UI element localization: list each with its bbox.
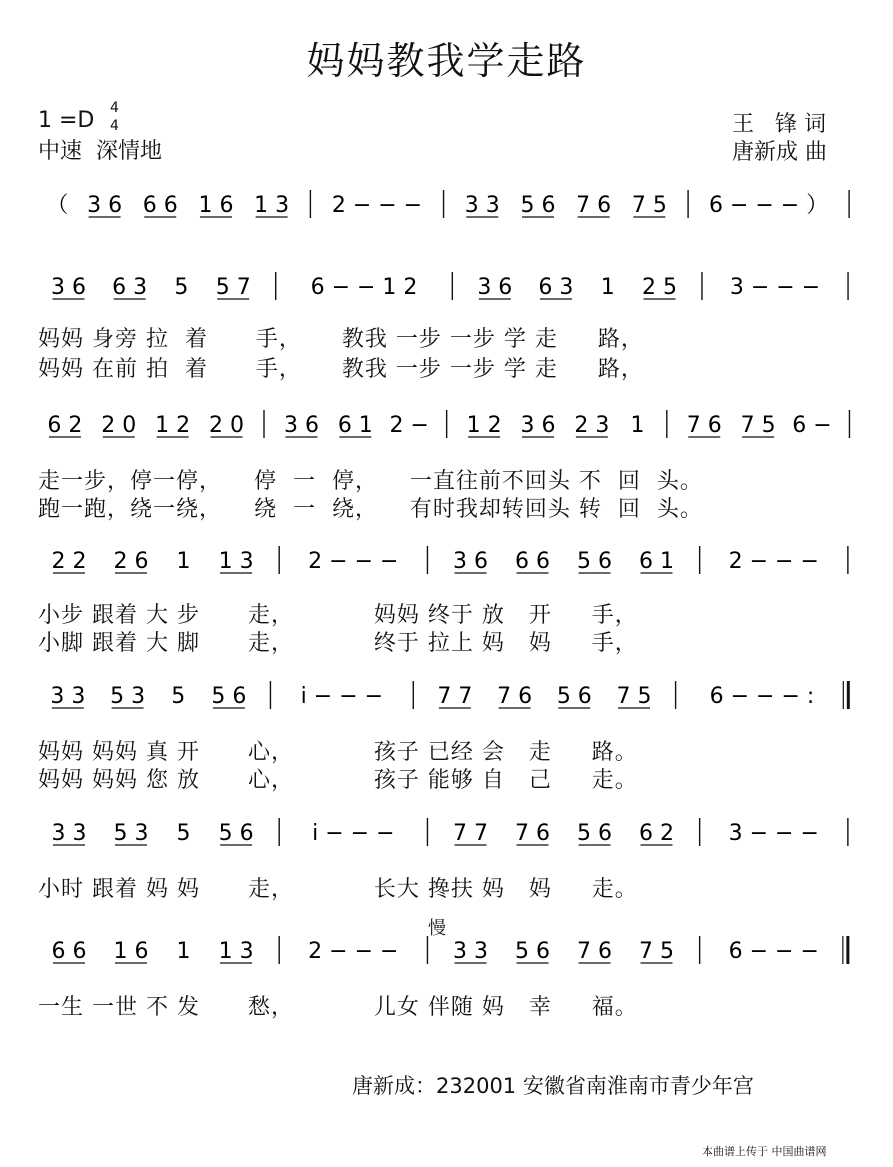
note-group: 3 6 — [283, 413, 319, 438]
slow-tempo-mark: 慢 — [428, 918, 446, 939]
note-group: 5 7 — [215, 275, 251, 300]
note-group: 7 6 — [515, 821, 551, 846]
note-group: 1 — [176, 939, 191, 964]
note-group: 1 3 — [218, 549, 254, 574]
lyric-line-3b: 跑一跑，绕一绕， 绕 一 绕， 有时我却转回头 转 回 头。 — [38, 497, 703, 522]
lyric-line-5a: 妈妈 妈妈 真 开 心， 孩子 已经 会 走 路。 — [38, 740, 638, 765]
note-group: i − − − — [312, 821, 395, 846]
note-group: 7 6 — [576, 193, 612, 218]
note-group: 1 6 — [198, 193, 234, 218]
note-group: 6 − − 1 2 — [310, 275, 418, 300]
score-title: 妈妈教我学走路 — [306, 39, 587, 83]
note-group: 3 3 — [50, 684, 86, 709]
note-group: 7 5 — [740, 413, 776, 438]
note-group: 2 6 — [113, 549, 149, 574]
note-group: 1 3 — [254, 193, 290, 218]
note-group: （ — [46, 193, 69, 218]
lyricist-credit: 王 锋 词 — [732, 112, 826, 137]
note-group: 7 5 — [639, 939, 675, 964]
lyric-line-4b: 小脚 跟着 大 脚 走， 终于 拉上 妈 妈 手， — [38, 631, 638, 656]
note-group: 3 3 — [51, 821, 87, 846]
note-group: 3 6 — [477, 275, 513, 300]
lyric-line-5b: 妈妈 妈妈 您 放 心， 孩子 能够 自 己 走。 — [38, 768, 638, 793]
note-group: 7 7 — [453, 821, 489, 846]
note-group: 7 6 — [577, 939, 613, 964]
note-group: 3 6 — [520, 413, 556, 438]
note-group: 3 − − − — [729, 275, 821, 300]
note-group: 6 − − − : — [709, 684, 815, 709]
note-group: 5 — [174, 275, 189, 300]
note-group: 3 6 — [51, 275, 87, 300]
note-group: 3 6 — [87, 193, 123, 218]
note-group: i − − − — [300, 684, 384, 709]
note-group: 3 3 — [453, 939, 489, 964]
note-group: 7 6 — [497, 684, 533, 709]
note-group: 2 0 — [101, 413, 137, 438]
note-group: 6 − − − — [728, 939, 819, 964]
note-group: 5 6 — [520, 193, 556, 218]
tempo-marking: 中速 深情地 — [38, 139, 162, 164]
note-group: 2 − − − — [308, 939, 399, 964]
note-group: 6 2 — [639, 821, 675, 846]
lyric-line-2b: 妈妈 在前 拍 着 手， 教我 一步 一步 学 走 路， — [38, 357, 644, 382]
note-group: 6 3 — [112, 275, 148, 300]
note-group: 6 − — [792, 413, 832, 438]
note-group: 1 — [600, 275, 615, 300]
note-group: 6 2 — [47, 413, 83, 438]
note-group: 6 1 — [639, 549, 675, 574]
lyric-line-6: 小时 跟着 妈 妈 走， 长大 搀扶 妈 妈 走。 — [38, 877, 638, 902]
note-group: 2 0 — [209, 413, 245, 438]
note-group: 1 — [176, 549, 191, 574]
note-group: 3 6 — [453, 549, 489, 574]
note-group: 1 2 — [155, 413, 191, 438]
note-group: 6 − − − ） — [708, 193, 829, 218]
note-group: 6 6 — [142, 193, 178, 218]
note-group: 1 3 — [218, 939, 254, 964]
time-signature-numerator: 4 — [110, 100, 119, 116]
site-watermark: 本曲谱上传于 中国曲谱网 — [702, 1145, 827, 1158]
note-group: 6 6 — [51, 939, 87, 964]
lyric-line-7: 一生 一世 不 发 愁， 儿女 伴随 妈 幸 福。 — [38, 995, 638, 1020]
note-group: 2 3 — [574, 413, 610, 438]
note-group: 7 5 — [631, 193, 667, 218]
note-group: 1 — [630, 413, 645, 438]
note-group: 5 3 — [113, 821, 149, 846]
note-group: 3 3 — [464, 193, 500, 218]
note-group: 2 − − − — [728, 549, 819, 574]
note-group: 5 6 — [577, 821, 613, 846]
key-signature: 1 =D — [38, 108, 95, 133]
note-group: 5 3 — [110, 684, 146, 709]
note-group: 1 6 — [113, 939, 149, 964]
time-signature-denominator: 4 — [110, 118, 119, 134]
lyric-line-2a: 妈妈 身旁 拉 着 手， 教我 一步 一步 学 走 路， — [38, 327, 644, 352]
footer-address: 唐新成：232001 安徽省南淮南市青少年宫 — [352, 1074, 754, 1098]
note-group: 5 6 — [556, 684, 592, 709]
note-group: 5 — [171, 684, 186, 709]
note-group: 5 6 — [577, 549, 613, 574]
note-group: 2 − — [389, 413, 429, 438]
note-group: 7 6 — [686, 413, 722, 438]
note-group: 5 6 — [515, 939, 551, 964]
note-group: 2 2 — [51, 549, 87, 574]
lyric-line-3a: 走一步，停一停， 停 一 停， 一直往前不回头 不 回 头。 — [38, 469, 703, 494]
note-group: 6 3 — [538, 275, 574, 300]
note-group: 1 2 — [466, 413, 502, 438]
note-group: 5 6 — [211, 684, 247, 709]
composer-credit: 唐新成 曲 — [732, 140, 827, 165]
note-group: 2 5 — [641, 275, 677, 300]
note-group: 3 − − − — [728, 821, 819, 846]
note-group: 6 1 — [337, 413, 373, 438]
note-group: 6 6 — [515, 549, 551, 574]
note-group: 5 6 — [218, 821, 254, 846]
note-group: 2 − − − — [331, 193, 423, 218]
note-group: 2 − − − — [308, 549, 399, 574]
note-group: 7 5 — [616, 684, 652, 709]
note-group: 7 7 — [437, 684, 473, 709]
lyric-line-4a: 小步 跟着 大 步 走， 妈妈 终于 放 开 手， — [38, 603, 638, 628]
note-group: 5 — [176, 821, 191, 846]
